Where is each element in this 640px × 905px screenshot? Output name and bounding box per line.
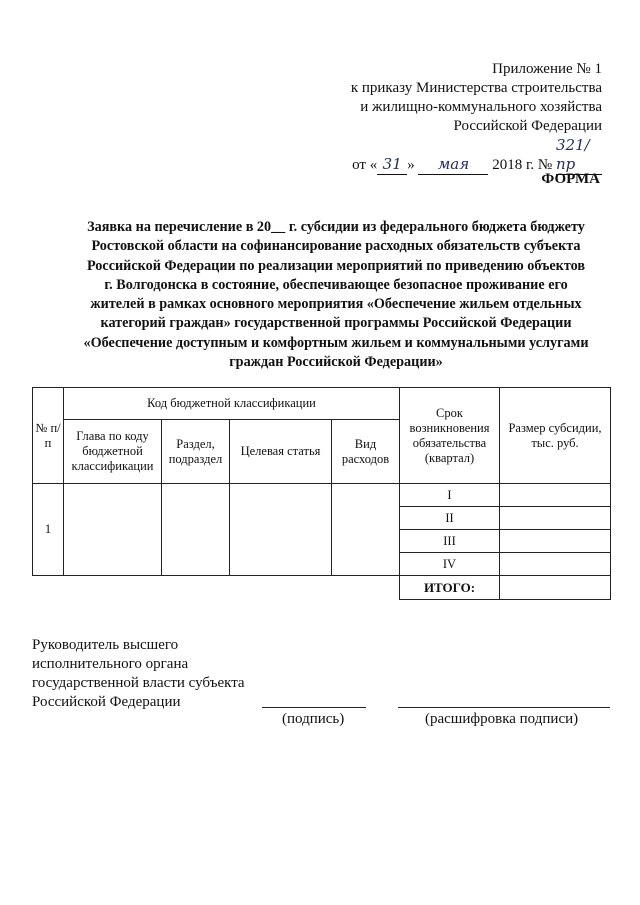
document-title bbox=[62, 218, 610, 372]
signatory-line: Руководитель высшего bbox=[32, 637, 179, 653]
header-section: Раздел, подраздел bbox=[162, 420, 230, 484]
from-prefix: от « bbox=[352, 157, 378, 173]
decode-underline bbox=[398, 707, 610, 708]
signature-underline bbox=[262, 707, 366, 708]
appendix-header bbox=[351, 60, 602, 175]
appendix-country: Российской Федерации bbox=[453, 118, 602, 134]
form-label: ФОРМА bbox=[541, 171, 600, 187]
row-number: 1 bbox=[33, 484, 64, 576]
amount-cell bbox=[500, 484, 611, 507]
title-line: г. Волгодонска в состояние, обеспечивающее безопасное проживание его bbox=[104, 276, 568, 293]
quarter-cell: III bbox=[400, 530, 500, 553]
header-budget-code: Код бюджетной классификации bbox=[64, 388, 400, 420]
order-year: 2018 г. № bbox=[492, 157, 553, 173]
header-target-item: Целевая статья bbox=[230, 420, 332, 484]
quote-close: » bbox=[407, 157, 415, 173]
appendix-number: Приложение № 1 bbox=[492, 61, 602, 77]
signatory-line: государственной власти субъекта bbox=[32, 675, 245, 691]
decode-caption: (расшифровка подписи) bbox=[425, 711, 579, 727]
header-num: № п/п bbox=[33, 388, 64, 484]
total-amount-cell bbox=[500, 576, 611, 600]
signatory-line: исполнительного органа bbox=[32, 656, 189, 672]
cell-section bbox=[162, 484, 230, 576]
amount-cell bbox=[500, 507, 611, 530]
handwritten-month: мая bbox=[418, 155, 488, 175]
cell-expense-type bbox=[332, 484, 400, 576]
total-spacer bbox=[33, 576, 400, 600]
title-line: категорий граждан» государственной программы Российской Федерации bbox=[100, 315, 572, 332]
order-date-line bbox=[351, 136, 602, 175]
signatory-line: Российской Федерации bbox=[32, 694, 181, 710]
quarter-cell: II bbox=[400, 507, 500, 530]
appendix-order-ref: к приказу Министерства строительства bbox=[350, 80, 602, 96]
signature-caption: (подпись) bbox=[282, 711, 345, 727]
title-line: Заявка на перечисление в 20__ г. субсидии из федерального бюджета бюджету bbox=[87, 219, 585, 235]
cell-chapter bbox=[64, 484, 162, 576]
header-chapter: Глава по коду бюджетной классификации bbox=[64, 420, 162, 484]
title-line: граждан Российской Федерации» bbox=[229, 354, 443, 371]
title-line: жителей в рамках основного мероприятия «Обеспечение жильем отдельных bbox=[90, 296, 582, 313]
handwritten-order-number: 321/пр bbox=[556, 136, 602, 175]
quarter-cell: I bbox=[400, 484, 500, 507]
title-line: Российской Федерации по реализации мероприятий по приведению объектов bbox=[86, 257, 586, 274]
subsidy-request-table bbox=[32, 387, 611, 600]
header-expense-type: Вид расходов bbox=[332, 420, 400, 484]
title-line: «Обеспечение доступным и комфортным жильем и коммунальными услугами bbox=[83, 334, 589, 351]
quarter-cell: IV bbox=[400, 553, 500, 576]
total-label: ИТОГО: bbox=[400, 576, 500, 600]
amount-cell bbox=[500, 530, 611, 553]
header-term: Срок возникновения обязательства (квартал) bbox=[400, 388, 500, 484]
amount-cell bbox=[500, 553, 611, 576]
appendix-ministry: и жилищно-коммунального хозяйства bbox=[360, 99, 602, 115]
handwritten-day: 31 bbox=[377, 155, 407, 175]
cell-target-item bbox=[230, 484, 332, 576]
signature-block bbox=[32, 636, 245, 712]
header-amount: Размер субсидии, тыс. руб. bbox=[500, 388, 611, 484]
title-line: Ростовской области на софинансирование расходных обязательств субъекта bbox=[91, 238, 581, 255]
